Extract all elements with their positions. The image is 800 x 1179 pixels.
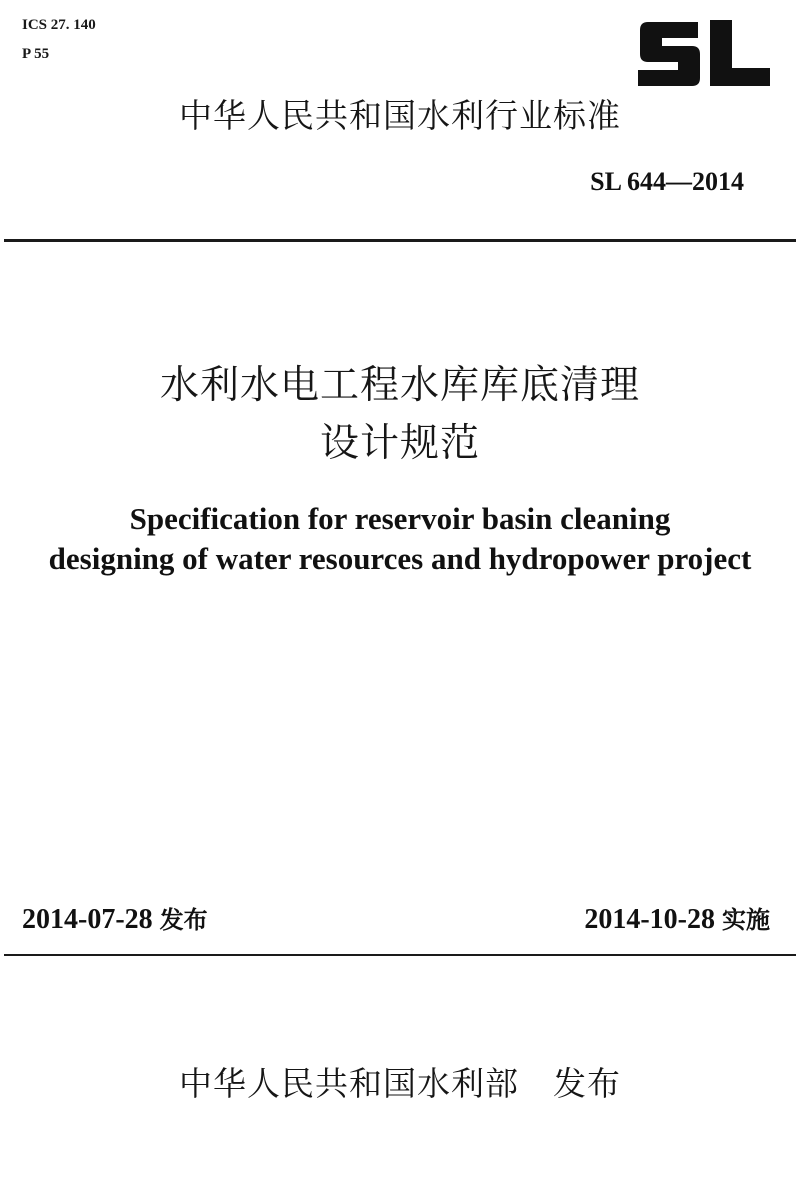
- implementation-date-label: 实施: [722, 906, 770, 934]
- footer-divider: [4, 954, 796, 956]
- issuer-name: 中华人民共和国水利部: [179, 1064, 519, 1103]
- issue-date: [22, 902, 208, 938]
- issuer-action: 发布: [553, 1064, 621, 1103]
- issue-date-value: 2014-07-28: [22, 904, 153, 935]
- english-title-line-1: Specification for reservoir basin cleaning: [129, 501, 671, 536]
- ccs-code: P 55: [22, 46, 50, 62]
- chinese-title-line-1: 水利水电工程水库库底清理: [159, 363, 640, 408]
- chinese-title-line-2: 设计规范: [319, 421, 480, 466]
- standard-category: 中华人民共和国水利行业标准: [179, 96, 621, 135]
- issuer: [0, 1063, 800, 1105]
- standard-number: SL 644—2014: [590, 167, 744, 196]
- header-divider: [4, 239, 796, 242]
- implementation-date: [584, 902, 770, 938]
- issue-date-label: 发布: [159, 906, 208, 934]
- ics-code: ICS 27. 140: [22, 17, 96, 33]
- english-title-line-2: designing of water resources and hydropower project: [48, 541, 752, 576]
- sl-logo: [634, 16, 772, 90]
- implementation-date-value: 2014-10-28: [584, 904, 715, 935]
